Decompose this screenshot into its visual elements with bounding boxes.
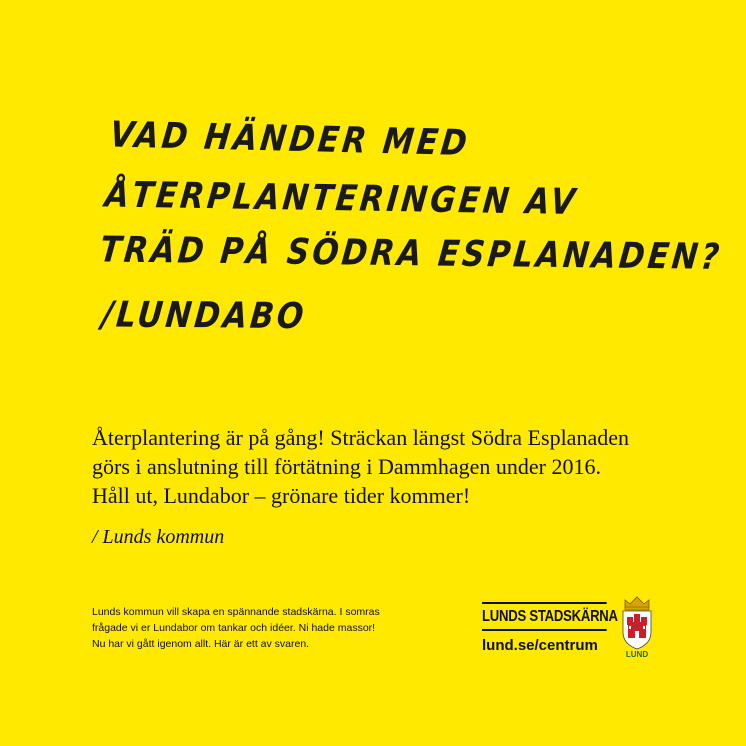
question-line-3: TRÄD PÅ SÖDRA ESPLANADEN? xyxy=(97,229,724,279)
answer-line-1: Återplantering är på gång! Sträckan längst Södra Esplanaden xyxy=(92,425,629,450)
answer-line-3: Håll ut, Lundabor – grönare tider kommer! xyxy=(92,483,471,508)
question-signature: /LUNDABO xyxy=(100,294,309,338)
lund-coat-of-arms-icon xyxy=(620,594,654,660)
brand-name: LUNDS STADSKÄRNA xyxy=(482,602,607,631)
answer-signature: / Lunds kommun xyxy=(92,526,225,548)
footnote-line-3: Nu har vi gått igenom allt. Här är ett av svaren. xyxy=(92,638,310,650)
footnote xyxy=(92,604,452,652)
question-line-1: VAD HÄNDER MED xyxy=(107,114,472,165)
crest-graphic xyxy=(620,594,654,652)
footnote-line-2: frågade vi er Lundabor om tankar och idéer. Ni hade massor! xyxy=(92,622,376,634)
answer-text xyxy=(92,423,692,510)
footnote-line-1: Lunds kommun vill skapa en spännande stadskärna. I somras xyxy=(92,606,380,618)
crest-label: LUND xyxy=(625,650,649,659)
brand-url[interactable]: lund.se/centrum xyxy=(482,637,598,654)
answer-line-2: görs i anslutning till förtätning i Dammhagen under 2016. xyxy=(92,454,601,479)
question-line-2: ÅTERPLANTERINGEN AV xyxy=(102,174,580,224)
brand-block xyxy=(482,602,618,654)
